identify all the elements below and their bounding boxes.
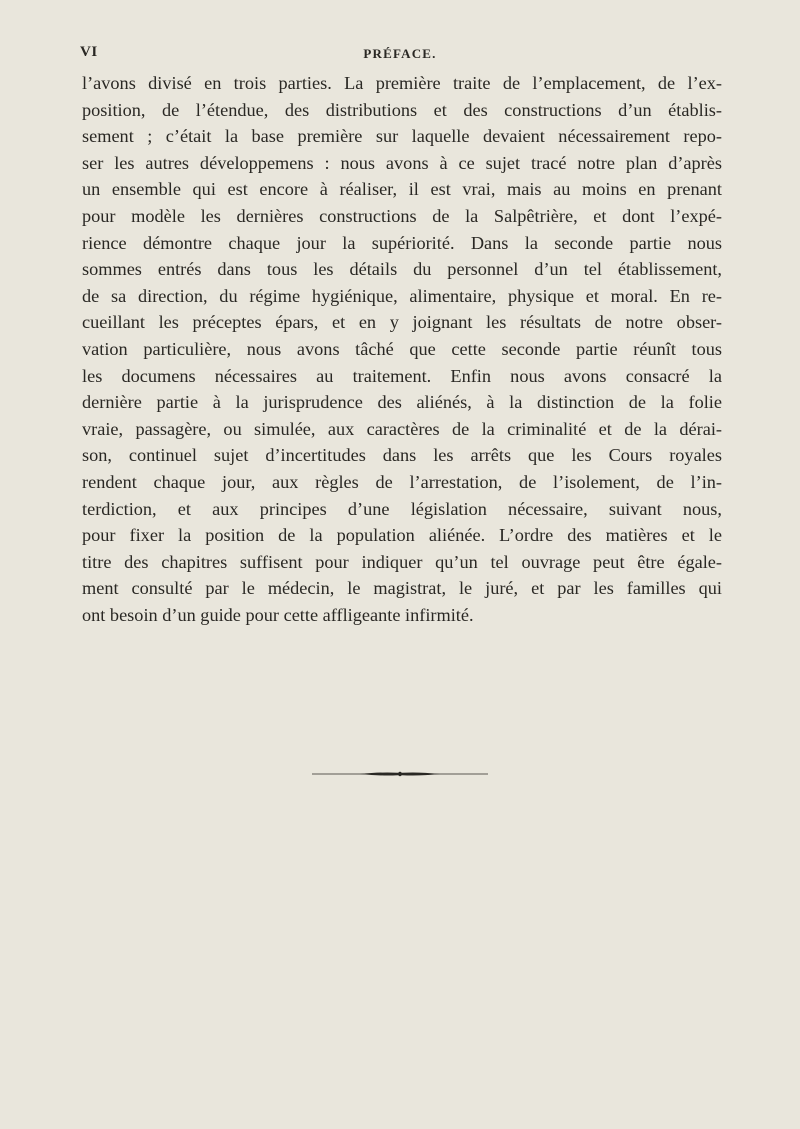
text-line: rendent chaque jour, aux règles de l’arrestation, de l’isolement, de l’in- <box>82 471 722 492</box>
body-text <box>82 70 722 628</box>
text-line: vation particulière, nous avons tâché que cette seconde partie réunît tous <box>82 338 722 359</box>
text-line-last: ont besoin d’un guide pour cette affligeante infirmité. <box>82 604 474 625</box>
text-line: dernière partie à la jurisprudence des aliénés, à la distinction de la folie <box>82 392 722 413</box>
text-line: ser les autres développemens : nous avons à ce sujet tracé notre plan d’après <box>82 152 722 173</box>
text-line: sommes entrés dans tous les détails du personnel d’un tel établissement, <box>82 259 722 280</box>
text-line: cueillant les préceptes épars, et en y joignant les résultats de notre obser- <box>82 312 722 333</box>
text-line: de sa direction, du régime hygiénique, alimentaire, physique et moral. En re- <box>82 285 722 306</box>
text-line: un ensemble qui est encore à réaliser, il est vrai, mais au moins en prenant <box>82 179 722 200</box>
running-head: PRÉFACE. <box>363 46 437 61</box>
text-line: l’avons divisé en trois parties. La première traite de l’emplacement, de l’ex- <box>82 73 722 93</box>
text-line: ment consulté par le médecin, le magistrat, le juré, et par les familles qui <box>82 578 722 599</box>
text-line: position, de l’étendue, des distributions et des constructions d’un établis- <box>82 99 722 120</box>
text-line: terdiction, et aux principes d’une législation nécessaire, suivant nous, <box>82 498 722 519</box>
text-line: vraie, passagère, ou simulée, aux caractères de la criminalité et de la dérai- <box>82 418 722 439</box>
text-line: son, continuel sujet d’incertitudes dans les arrêts que les Cours royales <box>82 445 722 466</box>
text-line: les documens nécessaires au traitement. Enfin nous avons consacré la <box>82 365 722 386</box>
page-number: VI <box>80 44 98 60</box>
tapered-rule-ornament-icon <box>312 770 488 778</box>
text-line: pour fixer la position de la population aliénée. L’ordre des matières et le <box>82 525 722 546</box>
text-line: rience démontre chaque jour la supériorité. Dans la seconde partie nous <box>82 232 722 253</box>
text-line: sement ; c’était la base première sur laquelle devaient nécessairement repo- <box>82 126 722 147</box>
text-line: pour modèle les dernières constructions de la Salpêtrière, et dont l’expé- <box>82 205 722 226</box>
text-line: titre des chapitres suffisent pour indiquer qu’un tel ouvrage peut être égale- <box>82 551 722 572</box>
